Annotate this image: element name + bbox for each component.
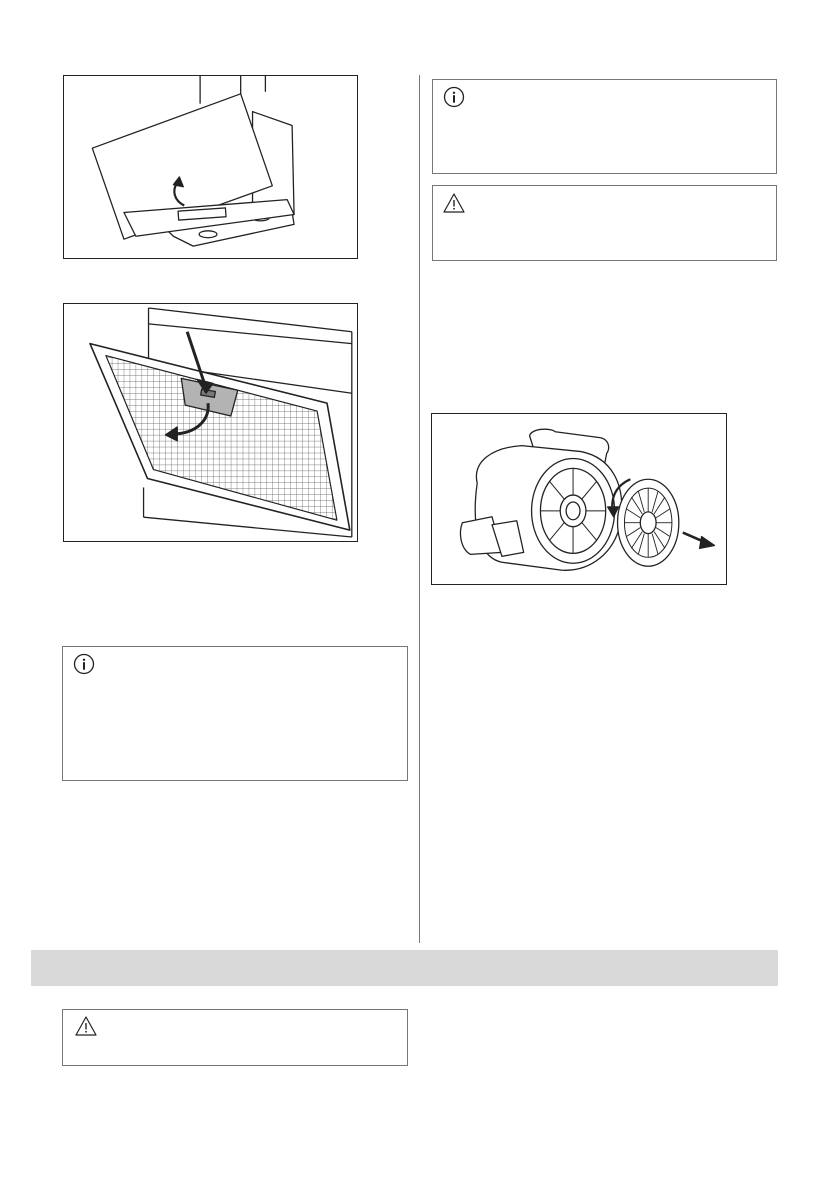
warning-note-bottom	[62, 1009, 408, 1066]
warning-note-right	[432, 185, 777, 261]
column-divider	[419, 75, 420, 943]
warning-triangle-icon	[75, 1015, 97, 1037]
info-circle-icon	[73, 653, 95, 675]
figure-hood-open-panel	[63, 75, 358, 259]
info-note-left	[62, 646, 408, 781]
carbon-filter-illustration	[432, 414, 726, 584]
figure-carbon-filter-removal	[431, 413, 727, 585]
hood-open-panel-illustration	[64, 76, 357, 258]
figure-grease-filter-removal	[63, 303, 358, 542]
info-circle-icon	[443, 86, 465, 108]
grease-filter-illustration	[64, 304, 357, 541]
info-note-right	[432, 79, 777, 174]
warning-triangle-icon	[443, 192, 465, 214]
section-heading-band	[31, 950, 778, 986]
